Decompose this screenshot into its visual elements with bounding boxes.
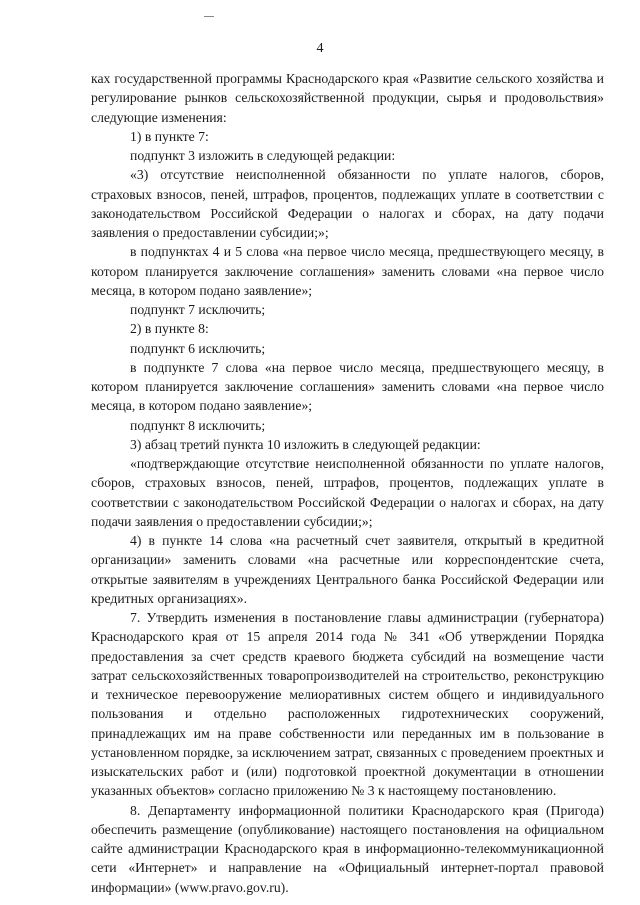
page-number: 4 [316,41,324,56]
paragraph: подпункт 3 изложить в следующей редакции: [130,148,396,163]
document-body [91,69,604,897]
paragraph: 2) в пункте 8: [130,321,209,337]
paragraph: в подпункте 7 слова «на первое число месяца, предшествующего месяцу, в котором планируется заключение соглашения» заменить словами «на первое число месяца, в котором подано заявление»; [91,359,604,414]
paragraph: 1) в пункте 7: [130,128,209,144]
scan-mark [204,16,214,17]
paragraph: подпункт 8 исключить; [130,417,266,433]
paragraph: 7. Утвердить изменения в постановление главы администрации (губернатора) Краснодарского края от 15 апреля 2014 года № 341 «Об утверждении Порядка предоставления за счет средств краевого бюджета субсидий на возмещение части затрат сельскохозяйственных товаропроизводителей на строительство, реконструкцию и техническое перевооружение мелиоративных систем общего и индивидуального пользования и отдельно расположенных гидротехнических сооружений, принадлежащих им на праве собственности или переданных им в пользование в установленном порядке, за исключением затрат, связанных с проведением проектных и изыскательских работ и (или) подготовкой проектной документации в отношении указанных объектов» согласно приложению № 3 к настоящему постановлению. [91,610,604,799]
paragraph: 3) абзац третий пункта 10 изложить в следующей редакции: [130,436,481,452]
paragraph: в подпунктах 4 и 5 слова «на первое число месяца, предшествующего месяцу, в котором планируется заключение соглашения» заменить словами «на первое число месяца, в котором подано заявление»; [91,244,604,298]
paragraph: 4) в пункте 14 слова «на расчетный счет заявителя, открытый в кредитной организации» заменить словами «на расчетные или корреспондентские счета, открытые заявителям в учреждениях Центрального банка Российской Федерации или кредитных организациях». [91,533,604,606]
paragraph: подпункт 6 исключить; [130,340,266,356]
paragraph: «подтверждающие отсутствие неисполненной обязанности по уплате налогов, сборов, страховых взносов, пеней, штрафов, процентов, подлежащих уплате в соответствии с законодательством Российской Федерации о налогах и сборах, на дату подачи заявления о предоставлении субсидии;»; [91,456,604,529]
paragraph: «3) отсутствие неисполненной обязанности по уплате налогов, сборов, страховых взносов, пеней, штрафов, процентов, подлежащих уплате в соответствии с законодательством Российской Федерации о налогах и сборах, на дату подачи заявления о предоставлении субсидии;»; [91,167,604,240]
paragraph: 8. Департаменту информационной политики Краснодарского края (Пригода) обеспечить размещение (опубликование) настоящего постановления на официальном сайте администрации Краснодарского края в информационно-телекоммуникационной сети «Интернет» и направление на «Официальный интернет-портал правовой информации» (www.pravo.gov.ru). [91,802,604,895]
paragraph: подпункт 7 исключить; [130,302,266,317]
paragraph: ках государственной программы Краснодарского края «Развитие сельского хозяйства и регулирование рынков сельскохозяйственной продукции, сырья и продовольствия» следующие изменения: [91,71,604,125]
